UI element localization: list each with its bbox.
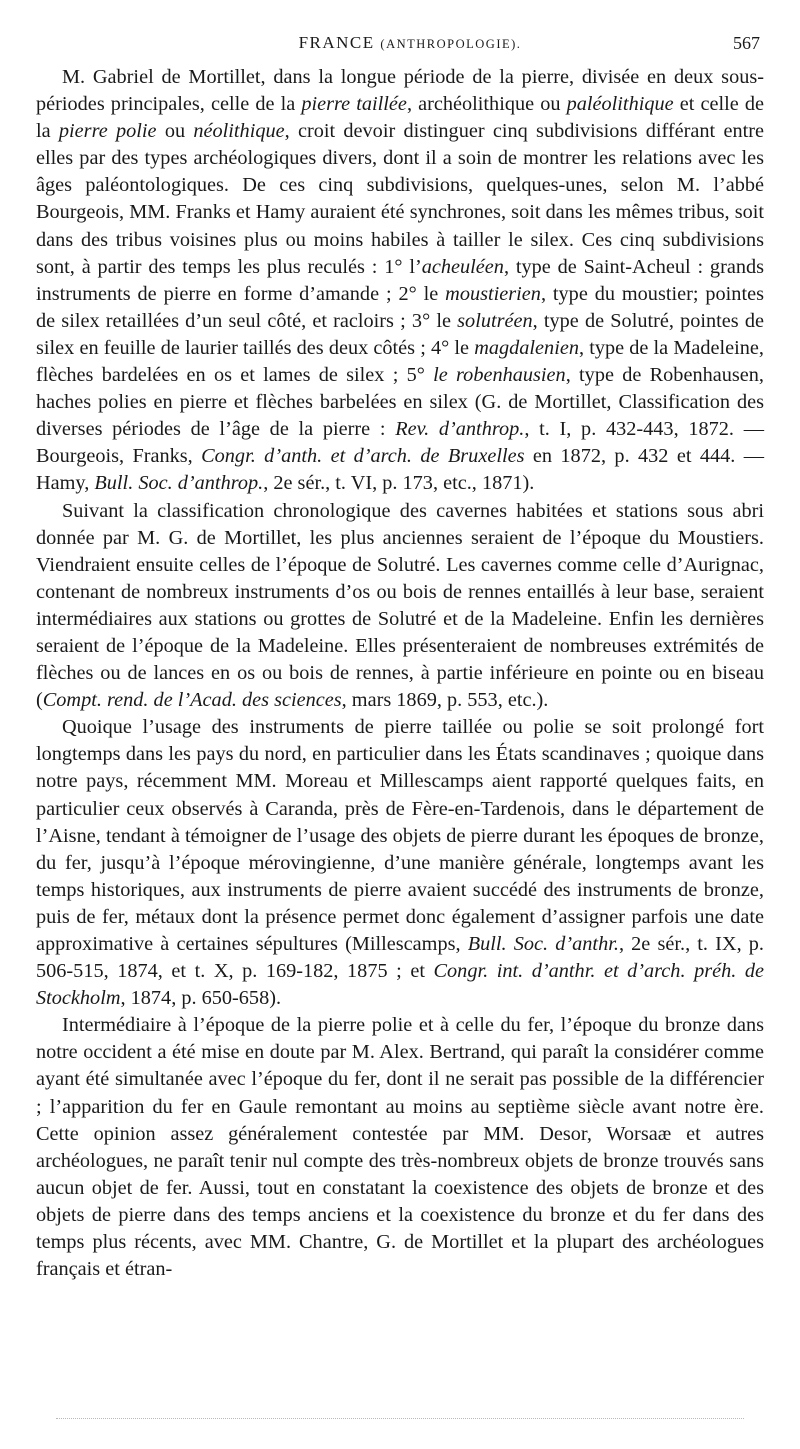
text-run: , croit devoir distinguer cinq subdivisions différant entre elles par des types archéologiques divers, dont il a soin de montrer les relations avec les âges paléontologiques. De ces cinq subdivisions, quelques-unes, selon M. l’abbé Bourgeois, MM. Franks et Hamy auraient été synchrones, soit dans les mêmes tribus, soit dans des tribus voisines plus ou moins habiles à tailler le silex. Ces cinq subdivisions sont, à partir des temps les plus reculés : 1° l’ [36,120,764,278]
text-run: , 2e sér., t. IX, p. 506-515, 1874, et t. X, p. 169-182, 1875 ; et [36,933,765,983]
running-head [60,30,760,56]
text-run: Quoique l’usage des instruments de pierre taillée ou polie se soit prolongé fort longtemps dans les pays du nord, en particulier dans les États scandinaves ; quoique dans notre pays, récemment MM. Moreau et Millescamps aient rapporté quelques faits, en particulier ceux observés à Caranda, près de Fère-en-Tardenois, dans le département de l’Aisne, tendant à témoigner de l’usage des objets de pierre durant les époques de bronze, du fer, jusqu’à l’époque mérovingienne, d’une manière générale, longtemps avant les temps historiques, aux instruments de pierre avaient succédé des instruments de bronze, puis de fer, métaux dont la présence permet donc également d’assigner parfois une date approximative à certaines sépultures (Millescamps, [36,716,764,955]
italic-run: moustierien [445,282,541,305]
italic-run: Bull. Soc. d’anthrop. [94,472,264,495]
text-run: , type de Saint-Acheul : grands instruments de pierre en forme d’amande ; 2° le [36,255,765,305]
italic-run: magdalenien [474,336,579,359]
italic-run: le robenhausien [433,364,566,387]
italic-run: Rev. d’anthrop. [395,418,525,441]
running-head-subject: (ANTHROPOLOGIE). [380,37,522,51]
paragraph [36,498,764,715]
text-run: , type du moustier; pointes de silex retaillées d’un seul côté, et racloirs ; 3° le [36,282,764,332]
italic-run: Bull. Soc. d’anthr. [467,933,619,955]
text-run: , type de Solutré, pointes de silex en feuille de laurier taillés des deux côtés ; 4° le [36,309,764,359]
page-number: 567 [733,33,760,53]
italic-run: paléolithique [566,93,674,116]
text-run: en 1872, p. 432 et 444. — Hamy, [36,445,765,495]
text-run: , type de la Madeleine, flèches bardelées en os et lames de silex ; 5° [36,336,764,387]
italic-run: acheuléen [421,255,504,278]
paragraph [36,64,764,498]
text-run: , t. I, p. 432-443, 1872. — Bourgeois, Franks, [36,418,764,468]
italic-run: Congr. int. d’anthr. et d’arch. préh. de Stockholm [36,960,764,1010]
italic-run: pierre polie [58,120,157,143]
text-run: , archéolithique ou [406,93,567,116]
text-run: ou [156,120,194,143]
body-text [36,64,764,1283]
text-run: , 2e sér., t. VI, p. 173, etc., 1871). [263,472,535,495]
running-head-country: FRANCE [298,33,375,52]
italic-run: pierre taillée [301,93,407,116]
text-run: Suivant la classification chronologique des cavernes habitées et stations sous abri donnée par M. G. de Mortillet, les plus anciennes seraient de l’époque du Moustiers. Viendraient ensuite celles de l’époque de Solutré. Les cavernes comme celle d’Aurignac, contenant de nombreux instruments d’os ou bois de rennes entaillés à leur base, seraient intermédiaires aux stations ou grottes de Solutré et de la Madeleine. Enfin les dernières seraient de l’époque de la Madeleine. Elles présenteraient de nombreuses extrémités de flèches ou de lances en os ou bois de rennes, à partie inférieure en pointe ou en biseau ( [36,499,764,712]
italic-run: néolithique [193,120,285,143]
text-run: , mars 1869, p. 553, etc.). [341,689,549,712]
text-run: et celle de la [36,93,764,143]
italic-run: Congr. d’anth. et d’arch. de Bruxelles [201,445,525,468]
running-head-title [60,30,760,57]
text-run: M. Gabriel de Mortillet, dans la longue période de la pierre, divisée en deux sous-périodes principales, celle de la [36,66,764,116]
italic-run: solutréen [457,309,533,332]
text-run: , 1874, p. 650-658). [120,987,282,1010]
paragraph [36,1012,764,1283]
text-run: , type de Robenhausen, haches polies en pierre et flèches barbelées en silex (G. de Mortillet, Classification des diverses périodes de l’âge de la pierre : [36,364,764,441]
paragraph [36,714,764,1012]
bottom-dotted-rule [56,1418,744,1419]
italic-run: Compt. rend. de l’Acad. des sciences [42,689,342,712]
text-run: Intermédiaire à l’époque de la pierre polie et à celle du fer, l’époque du bronze dans notre occident a été mise en doute par M. Alex. Bertrand, qui paraît la considérer comme ayant été simultanée avec l’époque du fer, dont il ne serait pas possible de la différencier ; l’apparition du fer en Gaule remontant au moins au septième siècle avant notre ère. Cette opinion assez généralement contestée par MM. Desor, Worsaæ et autres archéologues, ne paraît tenir nul compte des très-nombreux objets de bronze trouvés sans aucun objet de fer. Aussi, tout en constatant la coexistence des objets de bronze et des objets de pierre dans des temps anciens et la coexistence du bronze et du fer dans des temps plus récents, avec MM. Chantre, G. de Mortillet et la plupart des archéologues français et étran- [36,1014,764,1281]
